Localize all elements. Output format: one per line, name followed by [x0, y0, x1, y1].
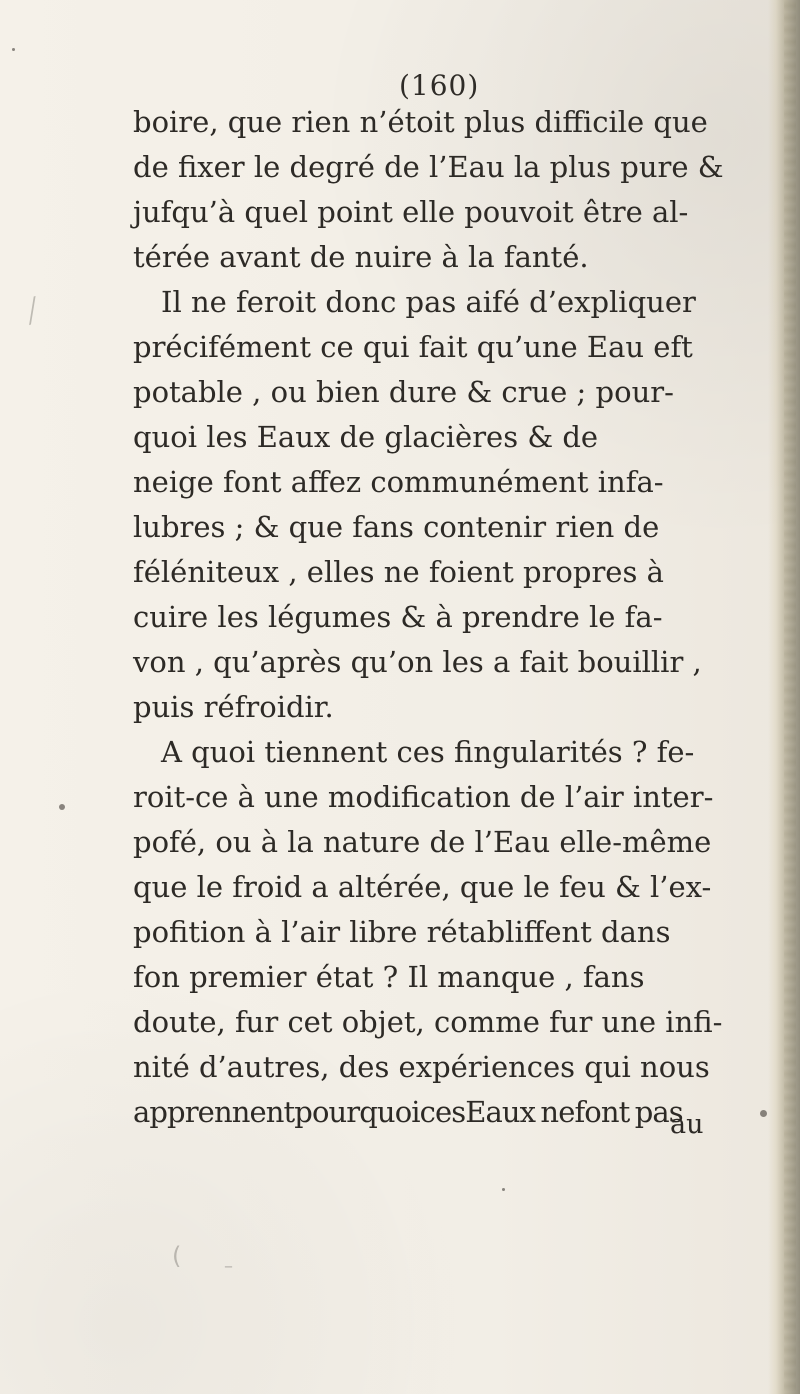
text-line: nité d’autres, des expériences qui nous	[133, 1050, 710, 1084]
ink-speck	[59, 804, 65, 810]
text-line: roit-ce à une modification de l’air inter-	[133, 780, 714, 814]
ink-speck	[760, 1110, 767, 1117]
text-line: féléniteux , elles ne foient propres à	[133, 555, 664, 589]
body-text	[133, 100, 735, 1135]
ink-speck	[12, 48, 15, 51]
text-line: pofé, ou à la nature de l’Eau elle-même	[133, 825, 712, 859]
text-line: boire, que rien n’étoit plus difficile que	[133, 105, 708, 139]
text-line: puis réfroidir.	[133, 690, 334, 724]
text-line: A quoi tiennent ces fingularités ? fe-	[161, 735, 695, 769]
text-line: quoi les Eaux de glacières & de	[133, 420, 599, 454]
margin-mark: –	[224, 1256, 233, 1277]
text-line: jufqu’à quel point elle pouvoit être al-	[133, 195, 689, 229]
margin-mark: (	[172, 1242, 182, 1270]
text-line: von , qu’après qu’on les a fait bouillir ,	[133, 645, 702, 679]
page-edge-shadow	[768, 0, 800, 1394]
text-line: de fixer le degré de l’Eau la plus pure &	[133, 150, 724, 184]
text-line: térée avant de nuire à la fanté.	[133, 240, 589, 274]
text-line: neige font affez communément infa-	[133, 465, 664, 499]
text-line: cuire les légumes & à prendre le fa-	[133, 600, 663, 634]
text-line: lubres ; & que fans contenir rien de	[133, 510, 660, 544]
margin-mark: ╱	[22, 297, 43, 326]
ink-speck	[502, 1188, 505, 1191]
text-line: apprennentpourquoicesEaux nefont pas	[133, 1095, 683, 1129]
page-number: (160)	[399, 69, 480, 102]
text-line: Il ne feroit donc pas aifé d’expliquer	[161, 285, 696, 319]
text-line: fon premier état ? Il manque , fans	[133, 960, 645, 994]
catchword: au	[670, 1109, 704, 1140]
text-line: précifément ce qui fait qu’une Eau eft	[133, 330, 693, 364]
text-line: doute, fur cet objet, comme fur une infi-	[133, 1005, 723, 1039]
text-line: que le froid a altérée, que le feu & l’ex-	[133, 870, 712, 904]
text-line: pofition à l’air libre rétabliffent dans	[133, 915, 671, 949]
text-line: potable , ou bien dure & crue ; pour-	[133, 375, 674, 409]
